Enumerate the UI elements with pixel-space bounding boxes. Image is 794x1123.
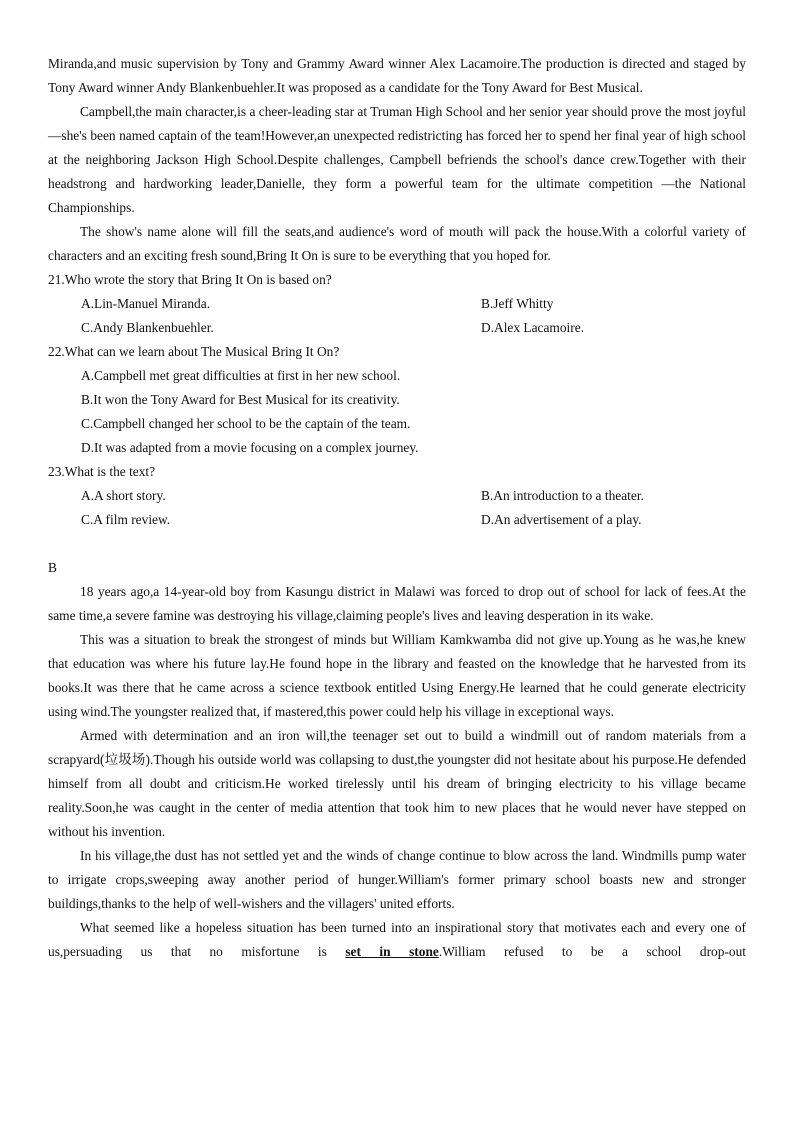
option-b: B.It won the Tony Award for Best Musical for its creativity. (81, 392, 400, 407)
question-stem: 21.Who wrote the story that Bring It On is based on? (48, 272, 332, 287)
passage-a-paragraph-3: The show's name alone will fill the seats,and audience's word of mouth will pack the house.With a colorful variety of characters and an exciting fresh sound,Bring It On is sure to be everything that you hoped for. (48, 224, 746, 263)
question-21 (48, 268, 746, 340)
question-23 (48, 460, 746, 532)
option-a: A.Lin-Manuel Miranda. (81, 296, 211, 311)
option-c: C.A film review. (81, 512, 171, 527)
option-d: D.It was adapted from a movie focusing on a complex journey. (81, 440, 419, 455)
passage-a-paragraph-2: Campbell,the main character,is a cheer-leading star at Truman High School and her senior year should prove the most joyful —she's been named captain of the team!However,an unexpected redistricting has forced her to spend her final year of high school at the neighboring Jackson High School.Despite challenges, Campbell befriends the school's dance crew.Together with their headstrong and hardworking leader,Danielle, they form a powerful team for the ultimate competition —the National Championships. (48, 104, 746, 215)
paragraph-text: .William refused to be a school drop-out (438, 944, 746, 959)
option-d: D.Alex Lacamoire. (481, 320, 584, 335)
option-c: C.Campbell changed her school to be the captain of the team. (81, 416, 411, 431)
paragraph-text: What seemed like a hopeless situation has been turned into an inspirational story that motivates each and every one of us,persuading us that no misfortune is (48, 920, 746, 959)
passage-b-paragraph-1: 18 years ago,a 14-year-old boy from Kasungu district in Malawi was forced to drop out of school for lack of fees.At the same time,a severe famine was destroying his village,claiming people's lives and leaving desperation in its wake. (48, 584, 746, 623)
option-list (48, 364, 746, 460)
question-22 (48, 340, 746, 460)
option-b: B.An introduction to a theater. (481, 488, 644, 503)
option-list (48, 292, 746, 340)
option-b: B.Jeff Whitty (481, 296, 554, 311)
question-stem: 23.What is the text? (48, 464, 156, 479)
option-d: D.An advertisement of a play. (481, 512, 642, 527)
passage-b-paragraph-3: Armed with determination and an iron will,the teenager set out to build a windmill out of random materials from a scrapyard(垃圾场).Though his outside world was collapsing to dust,the youngster did not hesitate about his purpose.He defended himself from all doubt and criticism.He worked tirelessly until his dream of bringing electricity to his village became reality.Soon,he was caught in the center of media attention that took him to new places that he would never have stepped on without his invention. (48, 728, 746, 839)
underlined-phrase: set in stone (345, 944, 439, 959)
passage-b-paragraph-2: This was a situation to break the strongest of minds but William Kamkwamba did not give up.Young as he was,he knew that education was where his future lay.He found hope in the library and feasted on the knowledge that he harvested from its books.It was there that he came across a science textbook entitled Using Energy.He learned that he could generate electricity using wind.The youngster realized that, if mastered,this power could help his village in exceptional ways. (48, 632, 746, 719)
option-list (48, 484, 746, 532)
question-stem: 22.What can we learn about The Musical Bring It On? (48, 344, 340, 359)
option-c: C.Andy Blankenbuehler. (81, 320, 214, 335)
option-a: A.A short story. (81, 488, 166, 503)
section-heading: B (48, 560, 57, 575)
document-page (48, 52, 746, 964)
passage-b-paragraph-5 (48, 916, 746, 964)
option-a: A.Campbell met great difficulties at first in her new school. (81, 368, 401, 383)
passage-a-paragraph-1: Miranda,and music supervision by Tony and Grammy Award winner Alex Lacamoire.The production is directed and staged by Tony Award winner Andy Blankenbuehler.It was proposed as a candidate for the Tony Award for Best Musical. (48, 56, 746, 95)
passage-b-paragraph-4: In his village,the dust has not settled yet and the winds of change continue to blow across the land. Windmills pump water to irrigate crops,sweeping away another period of hunger.William's former primary school boasts new and stronger buildings,thanks to the help of well-wishers and the villagers' united efforts. (48, 848, 746, 911)
